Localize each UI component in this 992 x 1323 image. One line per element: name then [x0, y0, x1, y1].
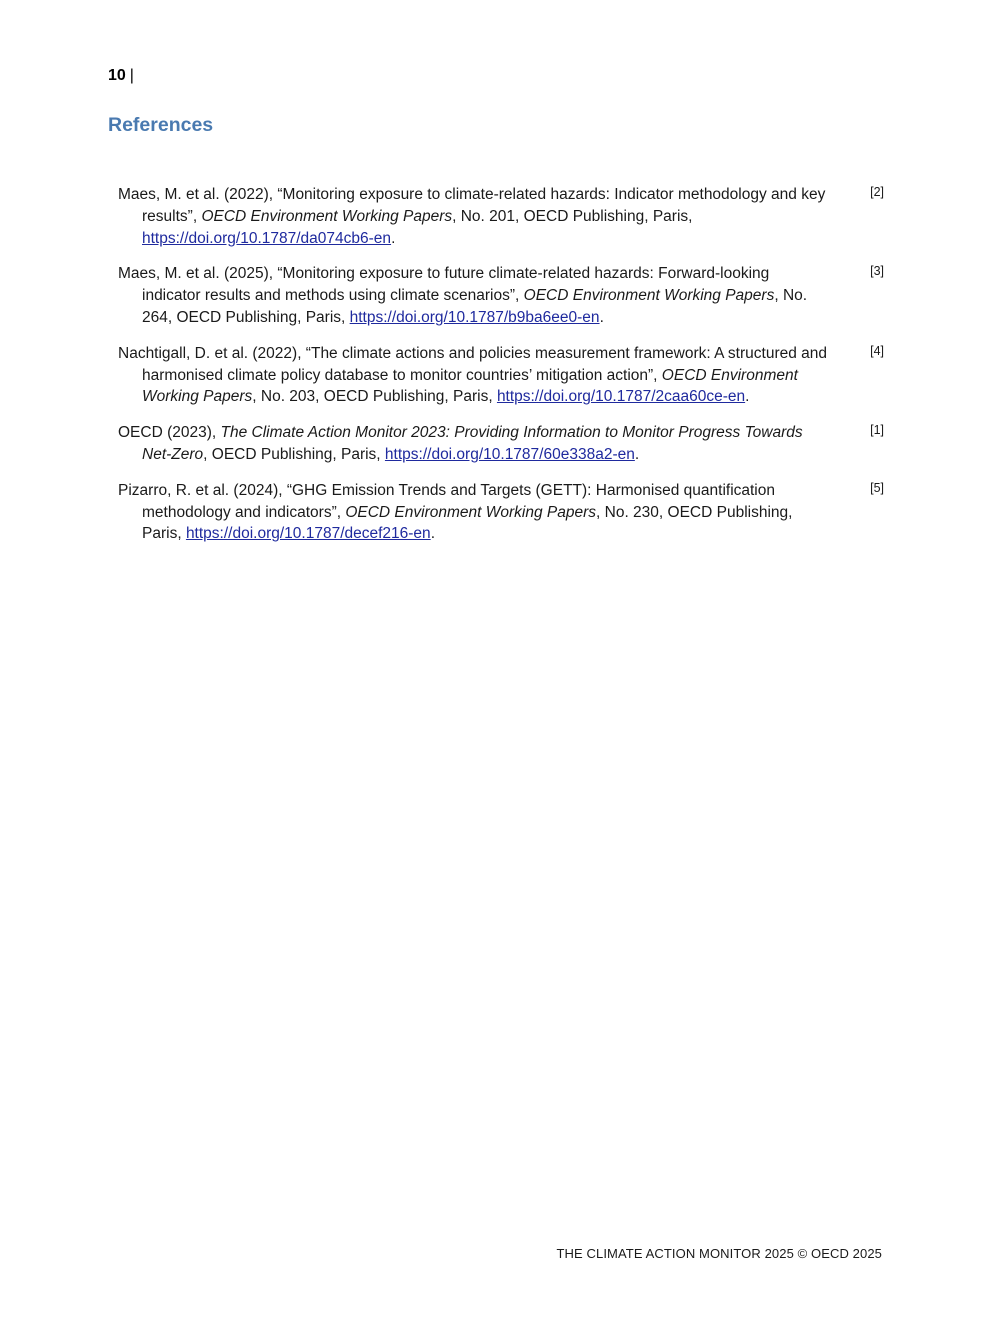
reference-doi-link[interactable]: https://doi.org/10.1787/b9ba6ee0-en [349, 308, 600, 326]
reference-title: The Climate Action Monitor 2023: Providing Information to Monitor Progress Towards Net-Zero [142, 424, 803, 463]
reference-publisher: , No. 264, OECD Publishing, Paris, [142, 287, 808, 326]
reference-series: OECD Environment Working Papers [345, 503, 597, 521]
header-separator: | [129, 67, 134, 84]
reference-item [118, 343, 888, 408]
reference-publisher: , No. 203, OECD Publishing, Paris, [252, 388, 497, 406]
reference-text [118, 480, 830, 545]
reference-tag: [2] [870, 185, 884, 199]
reference-end: . [634, 445, 640, 463]
reference-publisher: , No. 230, OECD Publishing, Paris, [142, 503, 793, 543]
page-number: 10 [108, 67, 126, 84]
page-footer: THE CLIMATE ACTION MONITOR 2025 © OECD 2025 [556, 1246, 882, 1261]
reference-text [118, 422, 830, 466]
reference-publisher: , No. 201, OECD Publishing, Paris, [452, 207, 693, 225]
reference-authors-title: Pizarro, R. et al. (2024), “GHG Emission Trends and Targets (GETT): Harmonised quantification methodology and indicators”, [118, 481, 775, 521]
reference-series: OECD Environment Working Papers [142, 366, 798, 406]
reference-item [118, 263, 888, 328]
reference-list [118, 184, 888, 559]
reference-tag: [4] [870, 343, 884, 358]
reference-text [118, 184, 830, 249]
reference-tag: [5] [870, 480, 884, 495]
reference-end: . [430, 525, 435, 543]
reference-series: OECD Environment Working Papers [523, 287, 775, 305]
reference-end: . [391, 229, 396, 247]
reference-publisher: , OECD Publishing, Paris, [203, 445, 385, 463]
reference-doi-link[interactable]: https://doi.org/10.1787/60e338a2-en [384, 445, 635, 463]
reference-authors: OECD (2023), [118, 424, 221, 442]
reference-tag: [1] [870, 423, 884, 438]
reference-item [118, 480, 888, 545]
reference-doi-link[interactable]: https://doi.org/10.1787/2caa60ce-en [496, 388, 746, 406]
reference-authors-title: Maes, M. et al. (2025), “Monitoring exposure to future climate-related hazards: Forward-looking indicator results and methods using climate scenarios”, [118, 265, 770, 305]
reference-doi-link[interactable]: https://doi.org/10.1787/decef216-en [185, 525, 431, 543]
reference-text [118, 343, 830, 408]
reference-series: OECD Environment Working Papers [201, 207, 453, 225]
reference-doi-link[interactable]: https://doi.org/10.1787/da074cb6-en [142, 229, 392, 247]
reference-authors-title: Nachtigall, D. et al. (2022), “The climate actions and policies measurement framework: A structured and harmonised climate policy database to monitor countries’ mitigation action”, [118, 344, 828, 384]
page-header [108, 66, 134, 86]
reference-tag: [3] [870, 264, 884, 279]
reference-item [118, 422, 888, 466]
reference-end: . [599, 308, 604, 326]
references-heading: References [108, 114, 214, 136]
reference-end: . [745, 388, 750, 406]
reference-authors-title: Maes, M. et al. (2022), “Monitoring exposure to climate-related hazards: Indicator methodology and key results”, [118, 186, 826, 225]
reference-text [118, 263, 830, 328]
reference-item [118, 184, 888, 249]
